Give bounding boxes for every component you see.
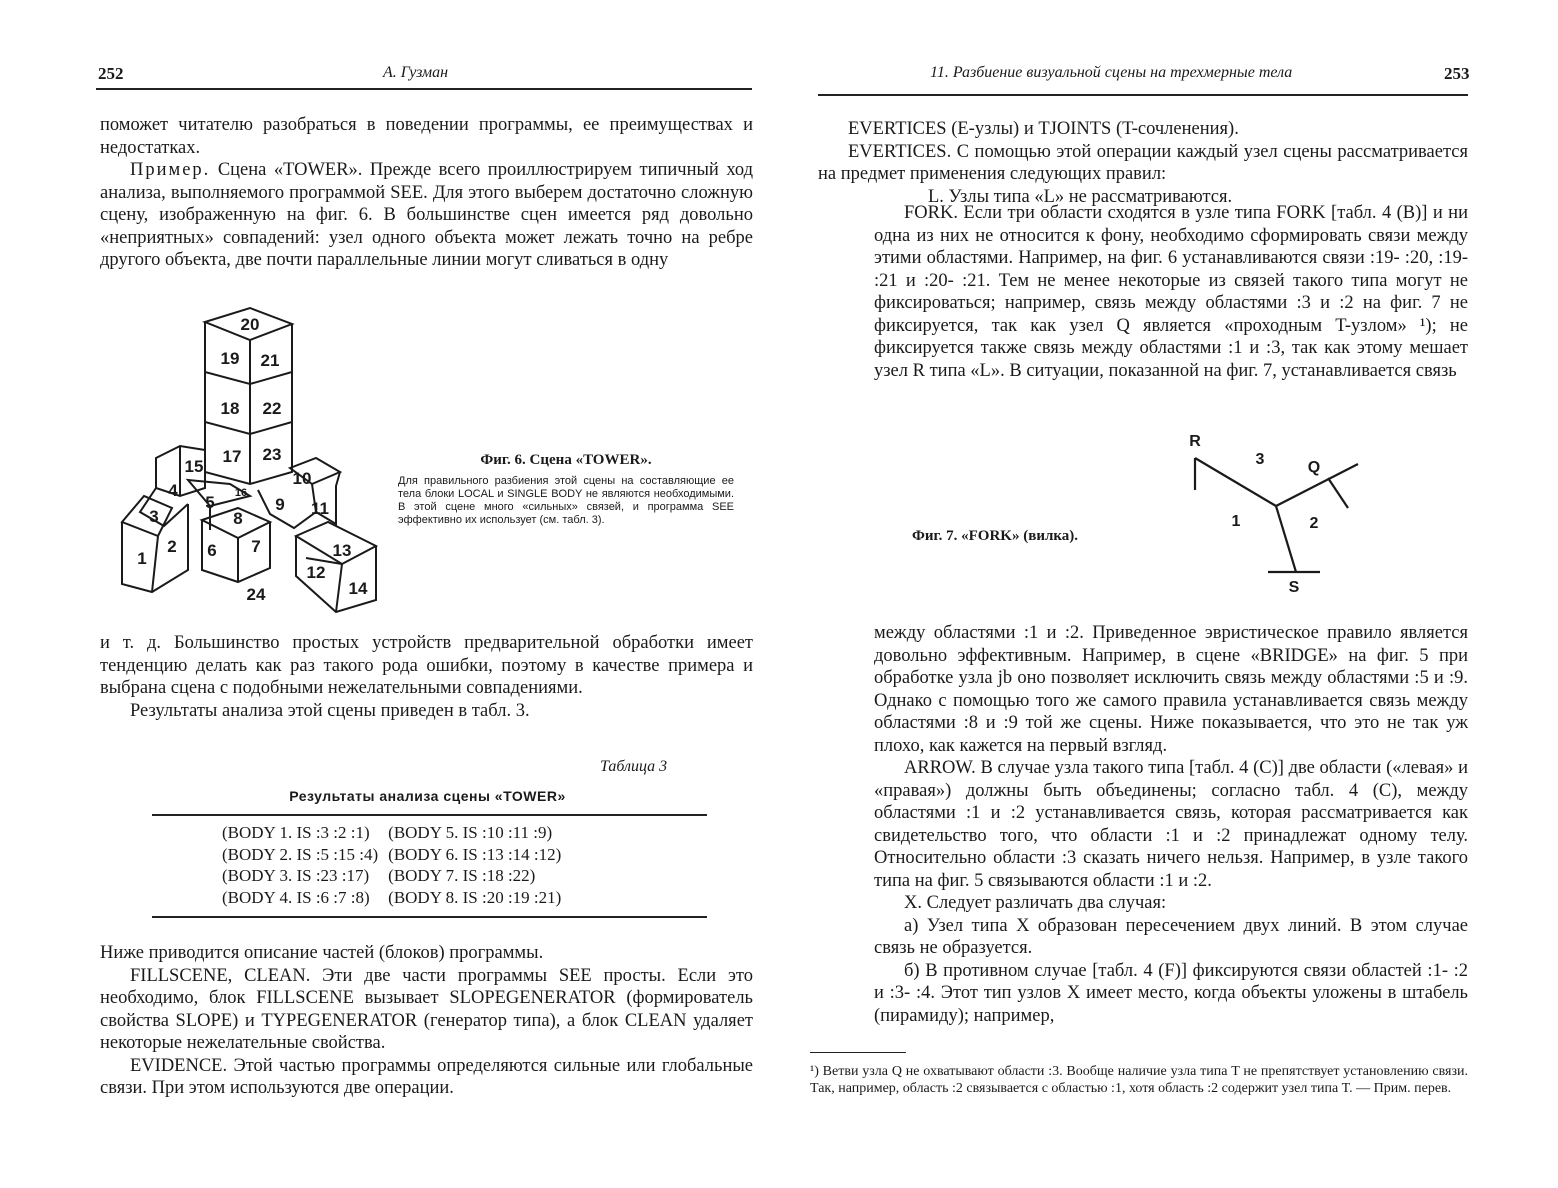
paragraph: и т. д. Большинство простых устройств предварительной обработки имеет тенденцию делать как раз такого рода ошибки, поэтому в качестве примера и выбрана сцена с подобными нежелательными совпадениями. bbox=[100, 633, 753, 698]
results-table bbox=[222, 822, 571, 908]
region-label: 18 bbox=[220, 399, 240, 418]
table-rule-bottom bbox=[152, 916, 707, 918]
paragraph: EVERTICES. С помощью этой операции каждый узел сцены рассматривается на предмет применения следующих правил: bbox=[818, 141, 1468, 184]
region-label: 2 bbox=[1309, 515, 1319, 532]
right-page bbox=[780, 0, 1558, 1188]
paragraph: Результаты анализа этой сцены приведен в табл. 3. bbox=[130, 700, 530, 721]
header-rule bbox=[818, 94, 1468, 96]
region-label: 2 bbox=[167, 537, 177, 556]
page-number: 253 bbox=[1444, 64, 1470, 83]
region-label: 21 bbox=[260, 351, 280, 370]
figure-7-fork bbox=[1180, 428, 1380, 608]
paragraph: EVERTICES (E-узлы) и TJOINTS (T-сочленения). bbox=[848, 119, 1239, 139]
text-block-bottom bbox=[100, 942, 753, 1100]
paragraph: Ниже приводится описание частей (блоков) программы. bbox=[100, 943, 544, 963]
table-row bbox=[222, 887, 571, 909]
region-label: 11 bbox=[311, 499, 329, 518]
region-label: S bbox=[1288, 579, 1300, 596]
header-rule bbox=[96, 88, 752, 90]
region-label: 6 bbox=[207, 541, 217, 560]
figure-caption-title: Фиг. 6. Сцена «TOWER». bbox=[480, 452, 652, 468]
text-block-fork bbox=[874, 202, 1468, 382]
region-label: 10 bbox=[292, 469, 312, 488]
paragraph: EVIDENCE. Этой частью программы определяются сильные или глобальные связи. При этом используются две операции. bbox=[100, 1055, 753, 1098]
region-label: 5 bbox=[205, 493, 215, 512]
region-label: 12 bbox=[306, 563, 326, 582]
region-label: 24 bbox=[246, 585, 266, 604]
region-label: 19 bbox=[220, 349, 240, 368]
region-label: 7 bbox=[251, 537, 261, 556]
table-cell: (BODY 5. IS :10 :11 :9) bbox=[388, 823, 553, 842]
footnote: ¹) Ветви узла Q не охватывают области :3. Вообще наличие узла типа T не препятствует установлению связи. Так, например, область :2 связывается с областью :1, хотя область :2 содержит узел типа T. — Прим. перев. bbox=[810, 1064, 1468, 1096]
region-label: 3 bbox=[1255, 451, 1265, 468]
region-label: 3 bbox=[149, 507, 159, 526]
table-row bbox=[222, 865, 571, 887]
text-block-top bbox=[818, 118, 1468, 208]
table-cell: (BODY 6. IS :13 :14 :12) bbox=[388, 844, 562, 864]
region-label: 1 bbox=[1231, 513, 1241, 530]
paragraph: поможет читателю разобраться в поведении программы, ее преимуществах и недостатках. bbox=[100, 115, 753, 158]
figure-6-tower bbox=[110, 300, 400, 620]
paragraph: FORK. Если три области сходятся в узле типа FORK [табл. 4 (B)] и ни одна из них не относится к фону, необходимо сформировать связи между этими областями. Например, на фиг. 6 устанавливаются связи :19- :20, :19- :21 и :20- :21. Тем не менее некоторые из связей такого типа могут не фиксироваться; например, связь между областями :3 и :2 на фиг. 7 не фиксируется, так как узел Q является «проходным T-узлом» ¹); не фиксируется также связь между областями :1 и :3, так как этому мешает узел R типа «L». В ситуации, показанной на фиг. 7, устанавливается связь bbox=[874, 203, 1468, 381]
region-label: 8 bbox=[233, 509, 243, 528]
table-rule-top bbox=[152, 814, 707, 816]
region-label: 17 bbox=[222, 447, 242, 466]
table-row bbox=[222, 844, 571, 866]
region-label: R bbox=[1189, 433, 1201, 450]
paragraph-text: Сцена «TOWER». Прежде всего проиллюстрируем типичный ход анализа, выполняемого программой SEE. Для этого выберем достаточно сложную сцену, изображенную на фиг. 6. В большинстве сцен имеется ряд довольно «неприятных» совпадений: узел одного объекта может лежать точно на ребре другого объекта, две почти параллельные линии могут сливаться в одну bbox=[100, 160, 753, 270]
paragraph: а) Узел типа X образован пересечением двух линий. В этом случае связь не образуется. bbox=[874, 915, 1468, 958]
paragraph: X. Следует различать два случая: bbox=[904, 893, 1167, 913]
region-label: 4 bbox=[168, 481, 178, 500]
table-row bbox=[222, 822, 571, 844]
table-cell: (BODY 7. IS :18 :22) bbox=[388, 866, 536, 885]
figure-7-caption: Фиг. 7. «FORK» (вилка). bbox=[912, 528, 1079, 544]
region-label: Q bbox=[1307, 459, 1321, 476]
region-label: 1 bbox=[137, 549, 147, 568]
paragraph: ARROW. В случае узла такого типа [табл. 4 (C)] две области («левая» и «правая») должны быть объединены; согласно табл. 4 (C), между областями :1 и :2 устанавливается связь, которая рассматривается как свидетельство того, что области :1 и :2 принадлежат одному телу. Относительно области :3 сказать ничего нельзя. Например, в узле такого типа на фиг. 5 связываются области :1 и :2. bbox=[874, 758, 1468, 891]
region-label: 22 bbox=[262, 399, 282, 418]
table-title: Результаты анализа сцены «TOWER» bbox=[289, 788, 566, 804]
region-label: 20 bbox=[240, 315, 260, 334]
table-cell: (BODY 2. IS :5 :15 :4) bbox=[222, 844, 379, 864]
region-label: 15 bbox=[184, 457, 204, 476]
figure-caption-text: Для правильного разбиения этой сцены на составляющие ее тела блоки LOCAL и SINGLE BODY не являются необходимыми. В этой сцене много «сильных» связей, и программа SEE эффективно их использует (см. табл. 3). bbox=[398, 475, 734, 526]
text-block-bottom bbox=[874, 622, 1468, 1027]
table-label: Таблица 3 bbox=[600, 758, 668, 775]
running-head: А. Гузман bbox=[383, 64, 449, 81]
paragraph: между областями :1 и :2. Приведенное эвристическое правило является довольно эффективным. Например, в сцене «BRIDGE» на фиг. 5 при обработке узла jb оно позволяет исключить связь между областями :5 и :9. Однако с помощью того же самого правила устанавливается связь между областями :8 и :9 той же сцены. Ниже показывается, что это не так уж плохо, как кажется на первый взгляд. bbox=[874, 623, 1468, 756]
region-label: 9 bbox=[275, 495, 285, 514]
region-label: 16 bbox=[234, 487, 248, 499]
text-block-middle bbox=[100, 632, 753, 722]
paragraph bbox=[100, 159, 753, 272]
table-cell: (BODY 4. IS :6 :7 :8) bbox=[222, 887, 370, 907]
table-cell: (BODY 8. IS :20 :19 :21) bbox=[388, 887, 562, 907]
table-cell: (BODY 3. IS :23 :17) bbox=[222, 866, 370, 885]
running-head: 11. Разбиение визуальной сцены на трехмерные тела bbox=[930, 64, 1293, 81]
page-number: 252 bbox=[98, 64, 124, 83]
region-label: 23 bbox=[262, 445, 282, 464]
region-label: 14 bbox=[348, 579, 368, 598]
footnote-rule bbox=[810, 1052, 906, 1053]
figure-6-caption bbox=[398, 452, 734, 527]
region-label: 13 bbox=[332, 541, 352, 560]
paragraph: FILLSCENE, CLEAN. Эти две части программы SEE просты. Если это необходимо, блок FILLSCENE вызывает SLOPEGENERATOR (формирователь свойства SLOPE) и TYPEGENERATOR (генератор типа), а блок CLEAN удаляет некоторые нежелательные свойства. bbox=[100, 965, 753, 1053]
table-cell: (BODY 1. IS :3 :2 :1) bbox=[222, 823, 370, 842]
example-label: Пример. bbox=[130, 160, 211, 180]
paragraph: L. Узлы типа «L» не рассматриваются. bbox=[928, 186, 1233, 207]
paragraph: б) В противном случае [табл. 4 (F)] фиксируются связи областей :1- :2 и :3- :4. Этот тип узлов X имеет место, когда объекты уложены в штабель (пирамиду); например, bbox=[874, 960, 1468, 1026]
text-block-top bbox=[100, 114, 753, 272]
